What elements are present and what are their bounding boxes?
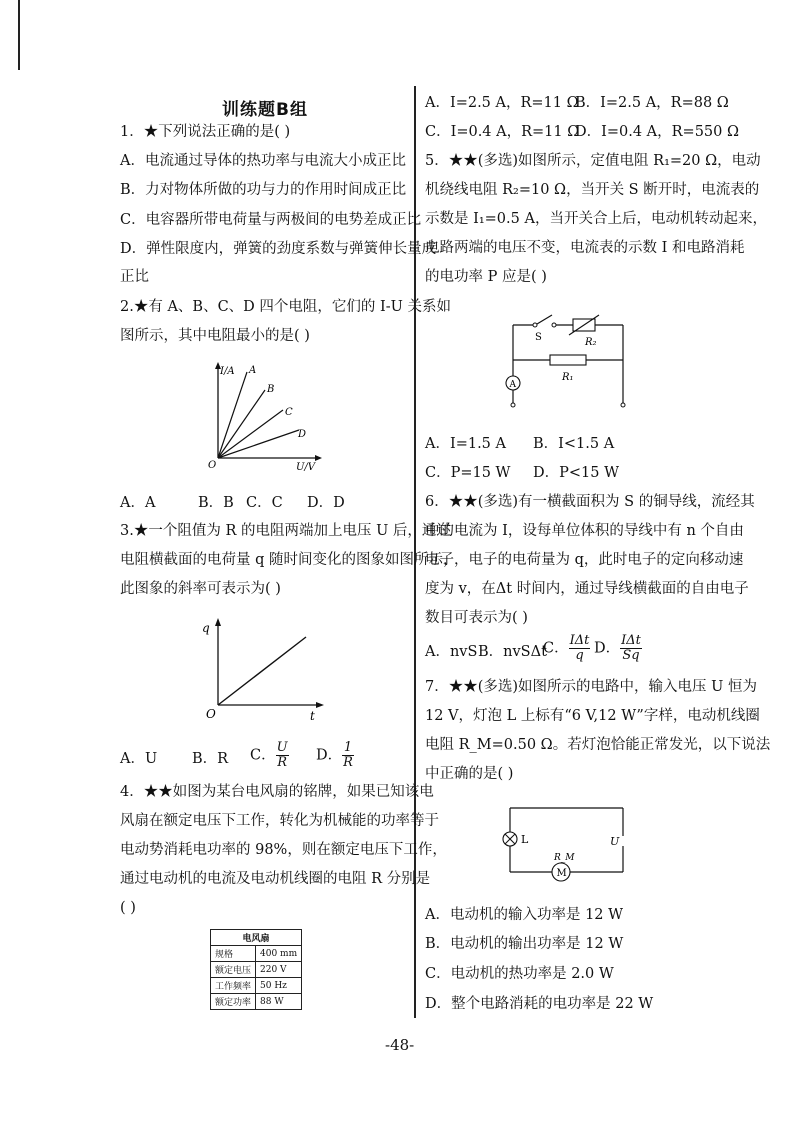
q6-stem-line1: 6．★★(多选)有一横截面积为 S 的铜导线，流经其 — [425, 494, 755, 510]
q4-stem-line4: 通过电动机的电流及电动机线圈的电阻 R 分别是 — [120, 871, 431, 887]
q4-option-c: C．I=0.4 A，R=11 Ω — [425, 124, 580, 140]
q7-motor-symbol: M — [556, 868, 567, 879]
q7-voltage-label: U — [610, 835, 620, 848]
q2-option-d: D．D — [307, 495, 345, 511]
q5-option-a: A．I=1.5 A — [425, 436, 506, 452]
q3-option-d-fraction — [342, 741, 354, 770]
q7-motor-resistance-label: R_M — [554, 853, 575, 863]
q7-stem-line4: 中正确的是( ) — [425, 766, 514, 782]
page-number: -48- — [385, 1036, 415, 1054]
iu-graph-line-c-label: C — [285, 407, 293, 418]
q6-stem-line3: 电子，电子的电荷量为 q，此时电子的定向移动速 — [425, 552, 744, 568]
q3-stem-line1: 3.★一个阻值为 R 的电阻两端加上电压 U 后，通过 — [120, 523, 451, 539]
q3-option-b: B．R — [192, 751, 229, 767]
iu-graph-line-a-label: A — [249, 365, 257, 376]
q7-option-d: D．整个电路消耗的电功率是 22 W — [425, 996, 654, 1012]
iu-graph — [200, 360, 325, 472]
q6-option-d-fraction — [620, 634, 642, 663]
iu-graph-xlabel: U/V — [296, 462, 316, 472]
q6-option-c-denominator: q — [575, 648, 584, 663]
q2-option-b: B．B — [198, 495, 234, 511]
q5-motor-resistor-label: R₂ — [585, 337, 597, 348]
nameplate-value: 50 Hz — [256, 978, 302, 994]
nameplate-value: 220 V — [256, 962, 302, 978]
q6-option-c-prefix: C． — [543, 640, 569, 657]
q3-option-c-prefix: C． — [250, 747, 276, 764]
q5-circuit — [495, 305, 645, 415]
iu-graph-line-d-label: D — [298, 429, 307, 440]
q1-stem: 1．★下列说法正确的是( ) — [120, 124, 291, 140]
q6-option-d-denominator: Sq — [622, 648, 640, 663]
q3-option-d-numerator: 1 — [343, 740, 353, 755]
iu-graph-origin: O — [208, 460, 217, 471]
q6-option-c — [543, 634, 590, 663]
qt-graph-origin: O — [206, 707, 216, 721]
q3-stem-line2: 电阻横截面的电荷量 q 随时间变化的图象如图所示， — [120, 552, 458, 568]
fan-nameplate — [210, 929, 302, 1010]
q4-stem-line3: 电动势消耗电功率的 98%，则在额定电压下工作， — [120, 842, 447, 858]
nameplate-row — [211, 962, 302, 978]
nameplate-header: 电风扇 — [211, 930, 302, 946]
q1-option-d-cont: 正比 — [120, 269, 149, 285]
q7-option-c: C．电动机的热功率是 2.0 W — [425, 966, 614, 982]
nameplate-value: 88 W — [256, 994, 302, 1010]
binding-line — [18, 0, 20, 70]
q5-stem-line1: 5．★★(多选)如图所示，定值电阻 R₁=20 Ω，电动 — [425, 153, 761, 169]
section-title: 训练题B组 — [222, 100, 308, 120]
q3-option-c — [250, 741, 289, 770]
q5-stem-line4: 电路两端的电压不变，电流表的示数 I 和电路消耗 — [425, 240, 745, 256]
q3-option-c-fraction — [276, 741, 289, 770]
qt-graph — [198, 612, 333, 727]
q5-resistor-label: R₁ — [562, 372, 574, 383]
q3-option-c-denominator: R — [277, 755, 287, 770]
q5-stem-line5: 的电功率 P 应是( ) — [425, 269, 547, 285]
q2-stem-line2: 图所示，其中电阻最小的是( ) — [120, 328, 310, 344]
nameplate-row — [211, 946, 302, 962]
nameplate-value: 400 mm — [256, 946, 302, 962]
q5-ammeter-label: A — [509, 380, 516, 390]
q7-circuit — [498, 800, 638, 890]
q6-stem-line5: 数目可表示为( ) — [425, 610, 528, 626]
q2-option-a: A．A — [120, 495, 156, 511]
q4-option-d: D．I=0.4 A，R=550 Ω — [575, 124, 740, 140]
q3-option-c-numerator: U — [276, 740, 288, 755]
q6-option-b: B．nvSΔt — [478, 644, 547, 660]
q5-switch-label: S — [535, 332, 542, 343]
q6-stem-line4: 度为 v，在Δt 时间内，通过导线横截面的自由电子 — [425, 581, 749, 597]
q3-option-a: A．U — [120, 751, 158, 767]
q2-stem-line1: 2.★有 A、B、C、D 四个电阻，它们的 I-U 关系如 — [120, 299, 451, 315]
qt-graph-ylabel: q — [202, 621, 210, 635]
q1-option-c: C．电容器所带电荷量与两极间的电势差成正比 — [120, 212, 422, 228]
nameplate-row — [211, 994, 302, 1010]
q3-option-d-prefix: D． — [316, 747, 343, 764]
nameplate-key: 规格 — [211, 946, 256, 962]
q3-stem-line3: 此图象的斜率可表示为( ) — [120, 581, 281, 597]
q7-stem-line2: 12 V，灯泡 L 上标有“6 V,12 W”字样，电动机线圈 — [425, 708, 760, 724]
q4-option-b: B．I=2.5 A，R=88 Ω — [575, 95, 729, 111]
q5-option-d: D．P<15 W — [533, 465, 619, 481]
q7-option-b: B．电动机的输出功率是 12 W — [425, 936, 624, 952]
nameplate-row — [211, 978, 302, 994]
q3-option-d — [316, 741, 354, 770]
q2-option-c: C．C — [246, 495, 283, 511]
q6-option-a: A．nvS — [425, 644, 478, 660]
q7-lamp-label: L — [521, 833, 529, 846]
q4-option-a: A．I=2.5 A，R=11 Ω — [425, 95, 579, 111]
q6-option-d-numerator: IΔt — [621, 633, 641, 648]
q4-stem-line1: 4．★★如图为某台电风扇的铭牌，如果已知该电 — [120, 784, 434, 800]
nameplate-key: 工作频率 — [211, 978, 256, 994]
q6-option-c-fraction — [569, 634, 591, 663]
q1-option-d: D．弹性限度内，弹簧的劲度系数与弹簧伸长量成 — [120, 241, 437, 257]
q4-stem-line5: ( ) — [120, 900, 136, 916]
q6-stem-line2: 中的电流为 I，设每单位体积的导线中有 n 个自由 — [425, 523, 744, 539]
q5-option-b: B．I<1.5 A — [533, 436, 615, 452]
q5-stem-line3: 示数是 I₁=0.5 A，当开关合上后，电动机转动起来， — [425, 211, 767, 227]
q1-option-b: B．力对物体所做的功与力的作用时间成正比 — [120, 182, 407, 198]
q1-option-a: A．电流通过导体的热功率与电流大小成正比 — [120, 153, 406, 169]
q7-option-a: A．电动机的输入功率是 12 W — [425, 907, 624, 923]
q3-option-d-denominator: R — [343, 755, 353, 770]
q5-stem-line2: 机绕线电阻 R₂=10 Ω，当开关 S 断开时，电流表的 — [425, 182, 760, 198]
q6-option-c-numerator: IΔt — [569, 633, 590, 648]
iu-graph-line-b-label: B — [267, 384, 275, 395]
q5-option-c: C．P=15 W — [425, 465, 511, 481]
iu-graph-ylabel: I/A — [220, 366, 235, 377]
qt-graph-xlabel: t — [310, 709, 315, 723]
q4-stem-line2: 风扇在额定电压下工作，转化为机械能的功率等于 — [120, 813, 439, 829]
nameplate-key: 额定电压 — [211, 962, 256, 978]
q7-stem-line1: 7．★★(多选)如图所示的电路中，输入电压 U 恒为 — [425, 679, 757, 695]
nameplate-key: 额定功率 — [211, 994, 256, 1010]
q6-option-d — [594, 634, 642, 663]
q7-stem-line3: 电阻 R_M=0.50 Ω。若灯泡恰能正常发光，以下说法 — [425, 737, 771, 753]
q6-option-d-prefix: D． — [594, 640, 621, 657]
